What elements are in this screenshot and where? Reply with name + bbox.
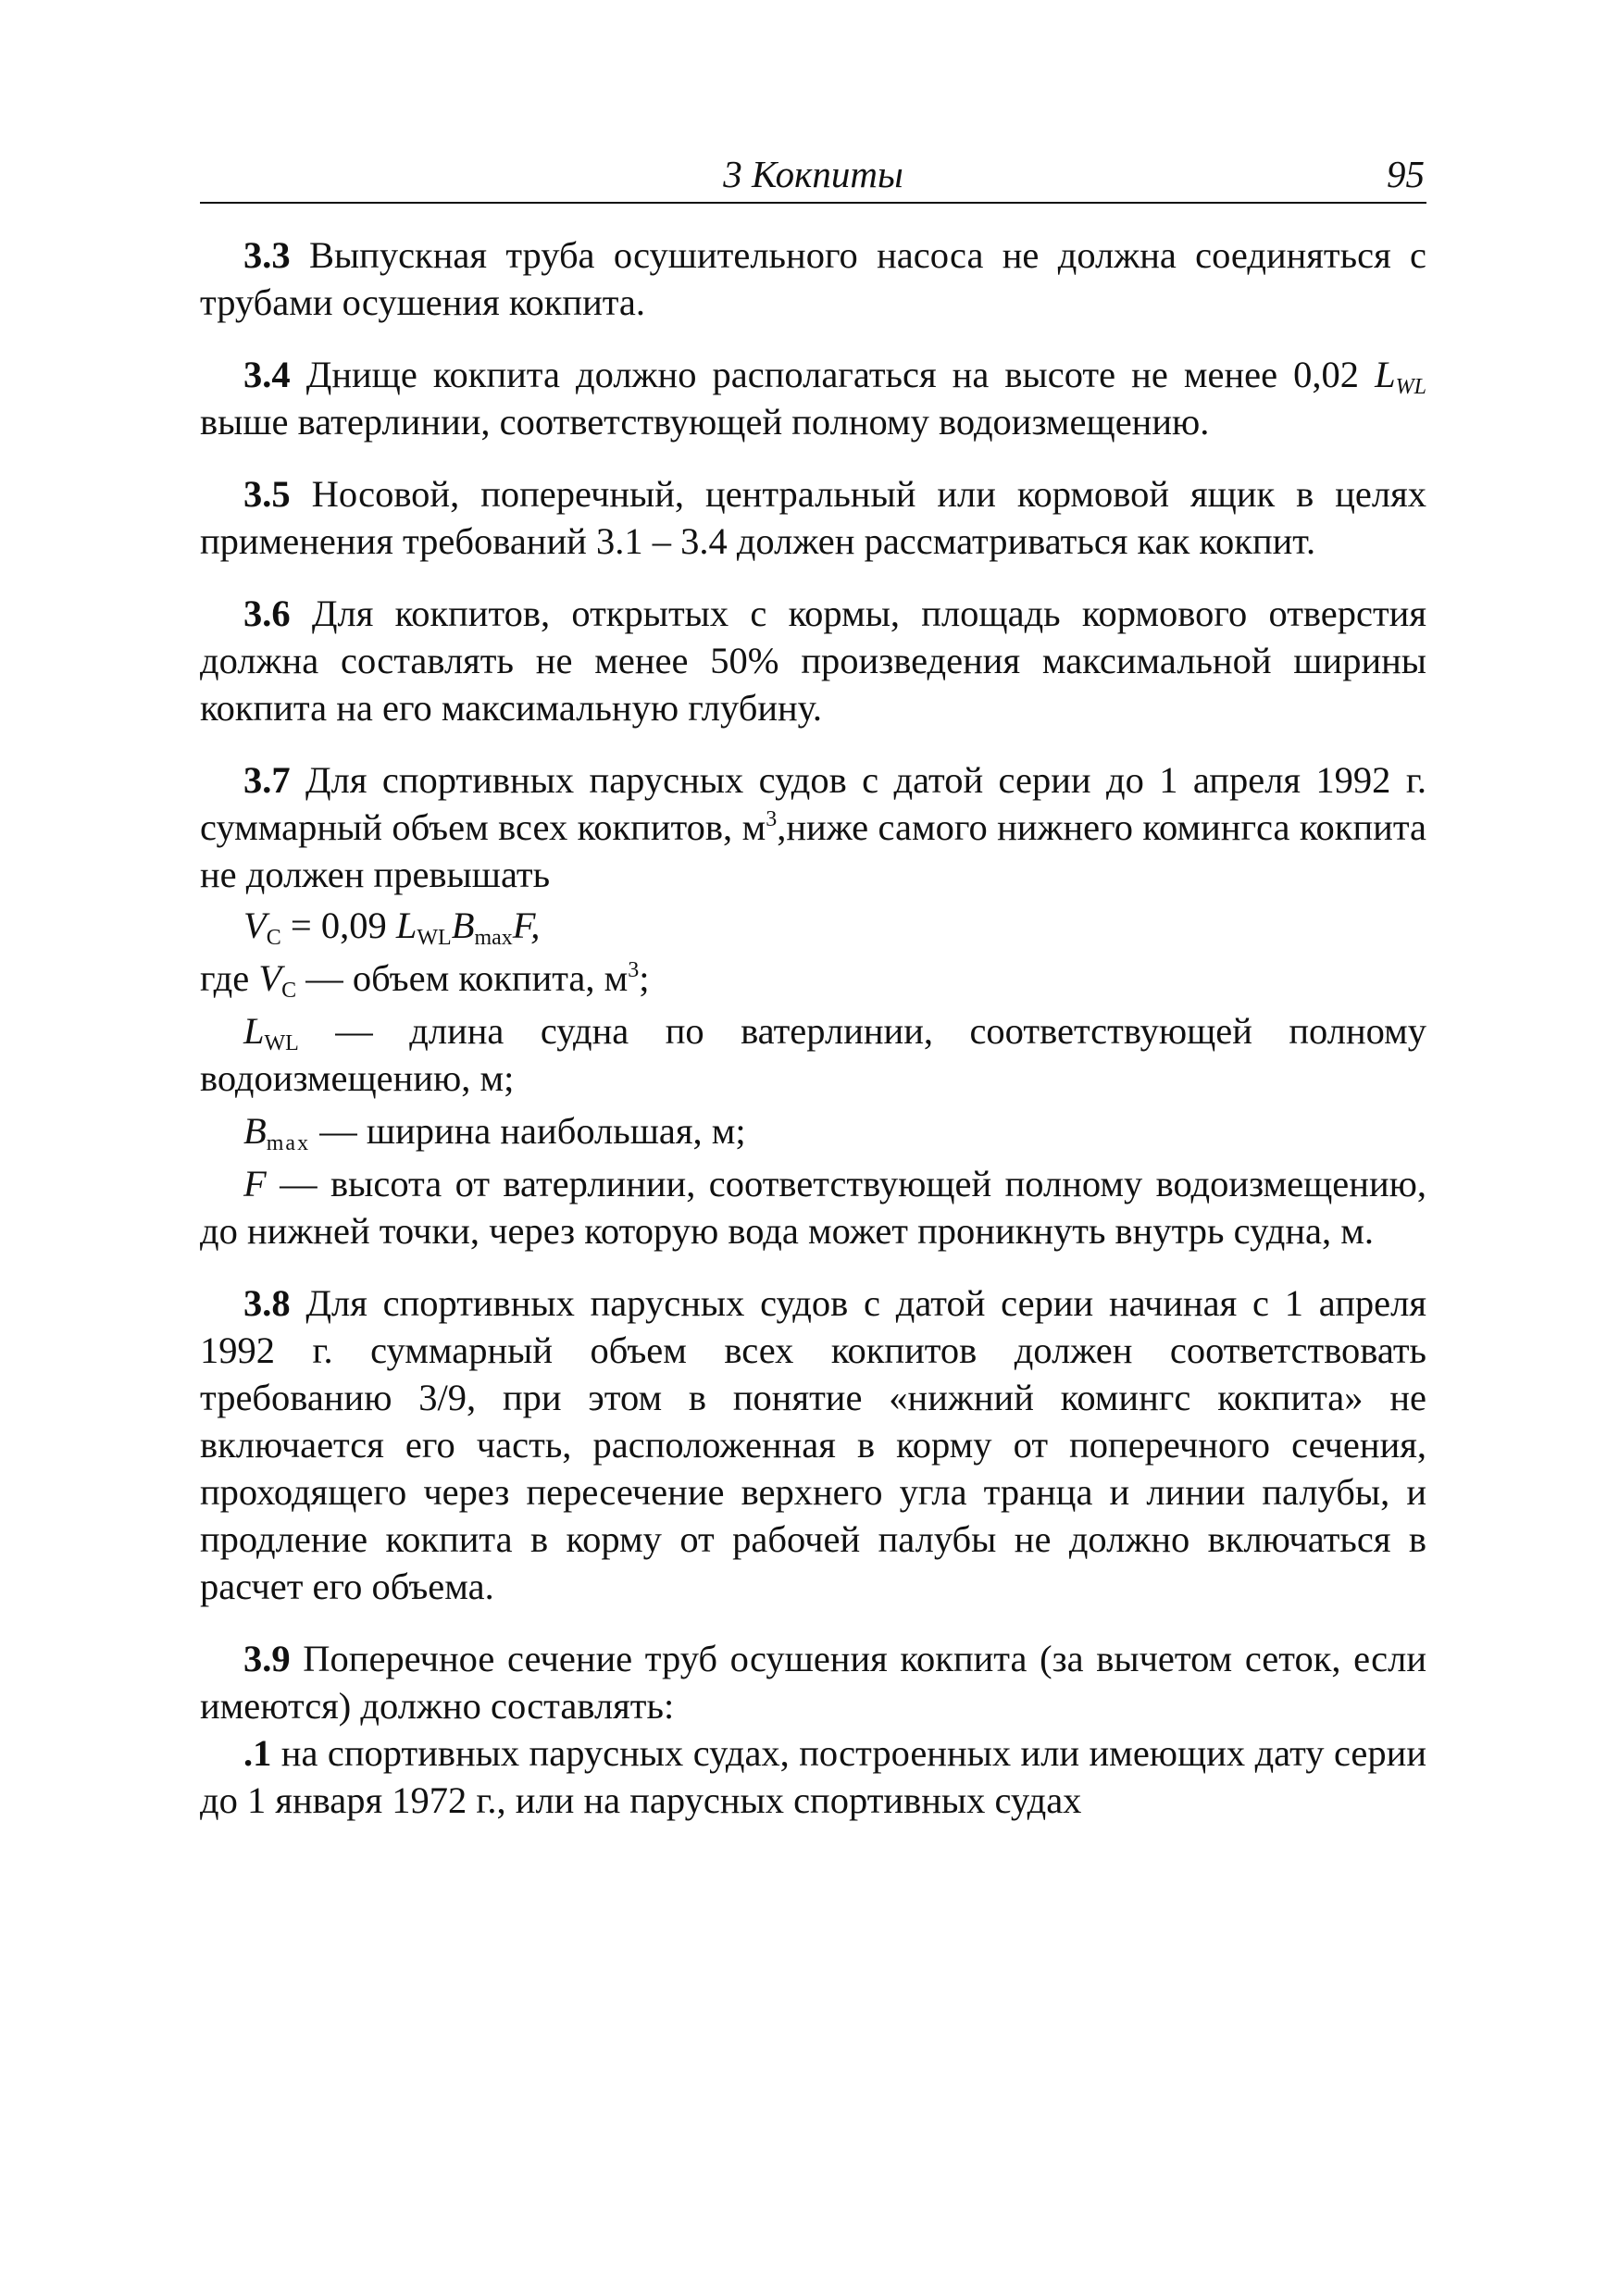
symbol-l: L bbox=[243, 1010, 265, 1052]
definition-text: — длина судна по ватерлинии, соответствующей полному водоизмещению, м; bbox=[200, 1010, 1426, 1099]
definition-bmax bbox=[200, 1107, 1426, 1154]
definition-lwl bbox=[200, 1007, 1426, 1102]
symbol-l: L bbox=[1375, 354, 1396, 395]
paragraph-text-cont: выше ватерлинии, соответствующей полному водоизмещению. bbox=[200, 401, 1210, 443]
where-label: где bbox=[200, 957, 259, 999]
symbol-b-sub: max bbox=[266, 1131, 311, 1155]
paragraph-3-8 bbox=[200, 1279, 1426, 1610]
paragraph-3-4 bbox=[200, 351, 1426, 445]
paragraph-text: Для кокпитов, открытых с кормы, площадь кормового отверстия должна составлять не менее 50% произведения максимальной ширины кокпита на его максимальную глубину. bbox=[200, 593, 1426, 729]
section-number: 3.6 bbox=[243, 593, 291, 634]
paragraph-3-9 bbox=[200, 1635, 1426, 1729]
list-item-1 bbox=[200, 1729, 1426, 1824]
superscript-3: 3 bbox=[628, 958, 640, 982]
definition-text: — объем кокпита, м bbox=[296, 957, 629, 999]
paragraph-text: Поперечное сечение труб осушения кокпита (за вычетом сеток, если имеются) должно составлять: bbox=[200, 1638, 1426, 1727]
symbol-v-sub: C bbox=[281, 979, 297, 1003]
paragraph-text: Для спортивных парусных судов с датой серии до 1 апреля 1992 г. суммарный объем всех кокпитов, м bbox=[200, 759, 1426, 848]
symbol-l-sub: WL bbox=[264, 1031, 299, 1055]
paragraph-3-3 bbox=[200, 231, 1426, 326]
definition-end: ; bbox=[639, 957, 650, 999]
page-number: 95 bbox=[1387, 153, 1425, 195]
definitions bbox=[200, 955, 1426, 1254]
formula-vc bbox=[200, 902, 1426, 949]
section-number: 3.8 bbox=[243, 1282, 291, 1324]
formula-b-sub: max bbox=[474, 926, 513, 950]
paragraph-text-cont: ,ниже самого нижнего комингса кокпита не должен превышать bbox=[200, 806, 1426, 895]
paragraph-3-6 bbox=[200, 590, 1426, 731]
formula-f: F, bbox=[512, 905, 541, 946]
section-number: 3.3 bbox=[243, 234, 291, 276]
running-header bbox=[200, 146, 1426, 204]
subscript-wl: WL bbox=[1395, 375, 1426, 399]
page-body bbox=[200, 231, 1426, 1824]
section-number: 3.9 bbox=[243, 1638, 291, 1679]
formula-l: L bbox=[395, 905, 417, 946]
paragraph-text: Носовой, поперечный, центральный или кормовой ящик в целях применения требований 3.1 – 3.4 должен рассматриваться как кокпит. bbox=[200, 473, 1426, 562]
paragraph-3-7 bbox=[200, 756, 1426, 898]
formula-b: B bbox=[451, 905, 475, 946]
formula-l-sub: WL bbox=[417, 926, 452, 950]
definition-vc bbox=[200, 955, 1426, 1002]
definition-text: — ширина наибольшая, м; bbox=[310, 1110, 746, 1152]
formula-v: V bbox=[243, 905, 267, 946]
item-text: на спортивных парусных судах, построенных или имеющих дату серии до 1 января 1972 г., или на парусных спортивных судах bbox=[200, 1732, 1426, 1821]
superscript-3: 3 bbox=[766, 807, 778, 831]
symbol-b: B bbox=[243, 1110, 267, 1152]
paragraph-text: Днище кокпита должно располагаться на высоте не менее 0,02 bbox=[290, 354, 1376, 395]
section-number: 3.4 bbox=[243, 354, 291, 395]
symbol-f: F bbox=[243, 1163, 267, 1204]
section-number: 3.5 bbox=[243, 473, 291, 515]
definition-f bbox=[200, 1160, 1426, 1254]
chapter-title: 3 Кокпиты bbox=[723, 153, 903, 195]
paragraph-text: Выпускная труба осушительного насоса не должна соединяться с трубами осушения кокпита. bbox=[200, 234, 1426, 323]
formula-eq: = 0,09 bbox=[280, 905, 396, 946]
symbol-v: V bbox=[258, 957, 282, 999]
paragraph-3-5 bbox=[200, 470, 1426, 565]
paragraph-text: Для спортивных парусных судов с датой серии начиная с 1 апреля 1992 г. суммарный объем всех кокпитов должен соответствовать требованию 3/9, при этом в понятие «нижний комингс кокпита» не включается его часть, расположенная в корму от поперечного сечения, проходящего через пересечение верхнего угла транца и линии палубы, и продление кокпита в корму от рабочей палубы не должно включаться в расчет его объема. bbox=[200, 1282, 1426, 1607]
definition-text: — высота от ватерлинии, соответствующей полному водоизмещению, до нижней точки, через которую вода может проникнуть внутрь судна, м. bbox=[200, 1163, 1426, 1252]
item-number: .1 bbox=[243, 1732, 272, 1774]
formula-v-sub: C bbox=[266, 926, 281, 950]
section-number: 3.7 bbox=[243, 759, 291, 801]
